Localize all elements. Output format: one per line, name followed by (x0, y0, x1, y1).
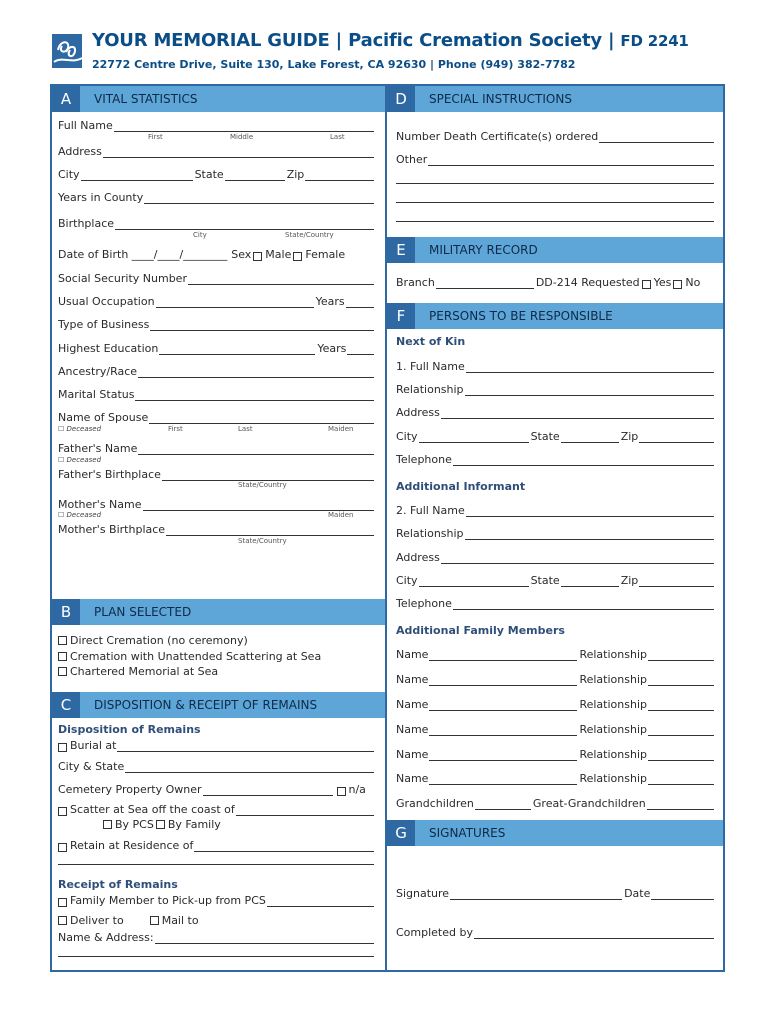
section-c-header (52, 692, 385, 718)
fill-line (194, 841, 374, 852)
fill-line (474, 928, 714, 939)
section-title: MILITARY RECORD (429, 243, 538, 257)
fill-line (441, 553, 714, 564)
label: No (685, 276, 701, 289)
label: 1. Full Name (396, 360, 465, 373)
fill-line (561, 432, 619, 443)
fill-line (225, 170, 285, 181)
disposition-heading: Disposition of Remains (58, 723, 201, 736)
section-title: SPECIAL INSTRUCTIONS (429, 92, 572, 106)
label: Cremation with Unattended Scattering at Sea (70, 650, 322, 663)
fill-line (103, 147, 374, 158)
signature-field[interactable] (396, 886, 716, 900)
label: Grandchildren (396, 797, 474, 810)
label: Mother's Birthplace (58, 523, 166, 536)
label: Marital Status (58, 388, 135, 401)
no-checkbox[interactable] (673, 280, 682, 289)
city-state-zip-field[interactable] (396, 573, 716, 587)
family-member-field[interactable] (396, 722, 716, 736)
section-d-header (387, 86, 723, 112)
family-heading: Additional Family Members (396, 624, 565, 637)
city-state-zip-field[interactable] (396, 429, 716, 443)
completed-by-field[interactable] (396, 925, 716, 939)
mother-name-field[interactable] (58, 497, 376, 511)
label: Address (396, 551, 440, 564)
fill-line (428, 155, 714, 166)
telephone-field[interactable] (396, 596, 716, 610)
male-checkbox[interactable] (253, 252, 262, 261)
mail-checkbox[interactable] (150, 916, 159, 925)
fill-line (429, 700, 577, 711)
label: Male (265, 248, 292, 261)
plan-option[interactable] (58, 650, 321, 663)
fill-line (267, 896, 374, 907)
label: Name (396, 772, 429, 785)
deceased-checkbox[interactable]: ☐ Deceased (58, 511, 102, 519)
label: Address (58, 145, 102, 158)
burial-checkbox[interactable] (58, 743, 67, 752)
label: Birthplace (58, 217, 115, 230)
label: Zip (620, 574, 639, 587)
section-letter: B (52, 599, 80, 625)
by-family-checkbox[interactable] (156, 820, 165, 829)
label: Yes (653, 276, 672, 289)
address-field[interactable] (396, 550, 716, 564)
yes-checkbox[interactable] (642, 280, 651, 289)
fill-line (156, 297, 314, 308)
section-e-header (387, 237, 723, 263)
section-letter: G (387, 820, 415, 846)
label: Name (396, 723, 429, 736)
section-letter: D (387, 86, 415, 112)
label: Branch (396, 276, 435, 289)
name-address-field[interactable] (58, 930, 376, 944)
fill-line (436, 278, 534, 289)
fill-line (466, 362, 714, 373)
family-member-field[interactable] (396, 771, 716, 785)
cemetery-owner-field[interactable] (58, 782, 376, 796)
fill-line (236, 805, 374, 816)
label: Relationship (579, 748, 647, 761)
section-g-header (387, 820, 723, 846)
telephone-field[interactable] (396, 452, 716, 466)
pickup-checkbox[interactable] (58, 898, 67, 907)
birthplace-field[interactable] (58, 216, 376, 230)
label: By PCS (115, 818, 154, 831)
label: Highest Education (58, 342, 159, 355)
fill-line[interactable] (396, 183, 714, 184)
fill-line (648, 650, 714, 661)
section-letter: F (387, 303, 415, 329)
family-member-field[interactable] (396, 647, 716, 661)
family-member-field[interactable] (396, 747, 716, 761)
label: Name (396, 648, 429, 661)
spouse-field[interactable] (58, 410, 376, 424)
label: n/a (348, 783, 366, 796)
label: Years (315, 295, 345, 308)
fill-line (453, 599, 714, 610)
fill-line (465, 385, 714, 396)
pickup-field[interactable] (58, 893, 376, 907)
label: Completed by (396, 926, 473, 939)
label: Ancestry/Race (58, 365, 138, 378)
na-checkbox[interactable] (337, 787, 346, 796)
fd-number: FD 2241 (620, 32, 689, 50)
label: City (396, 574, 418, 587)
label: Number Death Certificate(s) ordered (396, 130, 599, 143)
label: Direct Cremation (no ceremony) (70, 634, 248, 647)
retain-field[interactable] (58, 838, 376, 852)
fill-line (429, 725, 577, 736)
fill-line (305, 170, 374, 181)
label: Deliver to (70, 914, 124, 927)
label: State (530, 574, 560, 587)
fill-line (599, 132, 714, 143)
label: Name & Address: (58, 931, 154, 944)
fill-line (125, 762, 374, 773)
label: Date of Birth ____/____/________ (58, 248, 228, 261)
sub-label: State/Country (285, 231, 334, 239)
address-field[interactable] (396, 405, 716, 419)
fill-line (162, 470, 374, 481)
fill-line (639, 432, 714, 443)
plan-checkbox[interactable] (58, 636, 67, 645)
certificates-field[interactable] (396, 129, 716, 143)
fill-line (466, 506, 714, 517)
fill-line (155, 933, 374, 944)
label: Burial at (70, 739, 117, 752)
label: Father's Name (58, 442, 138, 455)
fill-line (648, 725, 714, 736)
form-header (48, 28, 728, 78)
by-pcs-checkbox[interactable] (103, 820, 112, 829)
section-letter: C (52, 692, 80, 718)
wave-logo-icon (48, 30, 86, 72)
fill-line (117, 741, 374, 752)
label: Social Security Number (58, 272, 187, 285)
education-field[interactable] (58, 341, 376, 355)
deliver-checkbox[interactable] (58, 916, 67, 925)
relationship-field[interactable] (396, 526, 716, 540)
father-birthplace-field[interactable] (58, 467, 376, 481)
label: Relationship (579, 648, 647, 661)
label: DD-214 Requested (535, 276, 640, 289)
fill-line (419, 576, 529, 587)
label: 2. Full Name (396, 504, 465, 517)
city-state-field[interactable] (58, 759, 376, 773)
business-field[interactable] (58, 317, 376, 331)
mother-birthplace-field[interactable] (58, 522, 376, 536)
label: Family Member to Pick-up from PCS (70, 894, 266, 907)
label: Name (396, 698, 429, 711)
section-f-header (387, 303, 723, 329)
fill-line (465, 529, 714, 540)
label: Retain at Residence of (70, 839, 194, 852)
fill-line (648, 750, 714, 761)
sub-label: City (193, 231, 207, 239)
label: Zip (286, 168, 305, 181)
section-title: VITAL STATISTICS (94, 92, 198, 106)
label: Relationship (579, 698, 647, 711)
receipt-heading: Receipt of Remains (58, 878, 178, 891)
full-name-field[interactable] (58, 118, 376, 132)
fill-line (450, 889, 622, 900)
informant-heading: Additional Informant (396, 480, 526, 493)
fill-line (115, 219, 374, 230)
city-state-zip-field[interactable] (58, 167, 376, 181)
fill-line (188, 274, 374, 285)
fill-line (346, 297, 374, 308)
form-title: YOUR MEMORIAL GUIDE | Pacific Cremation Society | FD 2241 (92, 30, 689, 51)
fill-line (475, 799, 531, 810)
fill-line (135, 390, 374, 401)
fill-line (114, 121, 374, 132)
fill-line[interactable] (396, 221, 714, 222)
label: Chartered Memorial at Sea (70, 665, 219, 678)
label: Name of Spouse (58, 411, 149, 424)
occupation-field[interactable] (58, 294, 376, 308)
section-title: PLAN SELECTED (94, 605, 192, 619)
fill-line (203, 785, 333, 796)
fill-line[interactable] (396, 202, 714, 203)
sub-label: Last (238, 425, 253, 433)
fill-line (651, 889, 714, 900)
label: Name (396, 673, 429, 686)
fill-line (347, 344, 374, 355)
dob-sex-field[interactable] (58, 247, 376, 261)
label: Relationship (579, 723, 647, 736)
fill-line (150, 320, 374, 331)
scatter-checkbox[interactable] (58, 807, 67, 816)
father-name-field[interactable] (58, 441, 376, 455)
plan-option[interactable] (58, 665, 218, 678)
fill-line (429, 675, 577, 686)
deceased-checkbox[interactable]: ☐ Deceased (58, 425, 102, 433)
sub-label: First (148, 133, 163, 141)
sub-label: Last (330, 133, 345, 141)
label: Relationship (579, 673, 647, 686)
label: Name (396, 748, 429, 761)
family-member-field[interactable] (396, 672, 716, 686)
sub-label: State/Country (238, 537, 287, 545)
fill-line (166, 525, 374, 536)
deceased-checkbox[interactable]: ☐ Deceased (58, 456, 102, 464)
fill-line (159, 344, 315, 355)
retain-checkbox[interactable] (58, 843, 67, 852)
label: Signature (396, 887, 450, 900)
label: Sex (231, 248, 252, 261)
fill-line[interactable] (58, 864, 374, 865)
section-a-header (52, 86, 385, 112)
label: City (58, 168, 80, 181)
fill-line (144, 193, 374, 204)
fill-line (648, 675, 714, 686)
fill-line[interactable] (58, 956, 374, 957)
label: Type of Business (58, 318, 150, 331)
label: Great-Grandchildren (532, 797, 646, 810)
fill-line (138, 367, 374, 378)
fill-line (81, 170, 193, 181)
fill-line (441, 408, 714, 419)
full-name-2-field[interactable] (396, 503, 716, 517)
label: City (396, 430, 418, 443)
fill-line (149, 413, 374, 424)
full-name-1-field[interactable] (396, 359, 716, 373)
scatter-method-options (103, 818, 221, 831)
section-title: DISPOSITION & RECEIPT OF REMAINS (94, 698, 318, 712)
ancestry-field[interactable] (58, 364, 376, 378)
fill-line (639, 576, 714, 587)
label: Mother's Name (58, 498, 142, 511)
fill-line (648, 774, 714, 785)
label: City & State (58, 760, 125, 773)
relationship-field[interactable] (396, 382, 716, 396)
next-of-kin-heading: Next of Kin (396, 335, 466, 348)
fill-line (429, 774, 577, 785)
sub-label: Maiden (328, 511, 354, 519)
sub-label: Maiden (328, 425, 354, 433)
label: Relationship (396, 383, 464, 396)
marital-field[interactable] (58, 387, 376, 401)
label: Address (396, 406, 440, 419)
label: Zip (620, 430, 639, 443)
family-member-field[interactable] (396, 697, 716, 711)
label: Female (305, 248, 346, 261)
label: Telephone (396, 453, 452, 466)
label: Scatter at Sea off the coast of (70, 803, 235, 816)
section-letter: A (52, 86, 80, 112)
contact-line: 22772 Centre Drive, Suite 130, Lake Forest, CA 92630 | Phone (949) 382-7782 (92, 58, 576, 71)
sub-label: First (168, 425, 183, 433)
label: By Family (167, 818, 221, 831)
label: Father's Birthplace (58, 468, 161, 481)
scatter-field[interactable] (58, 802, 376, 816)
fill-line (143, 500, 375, 511)
label: Relationship (396, 527, 464, 540)
label: Mail to (161, 914, 199, 927)
fill-line (648, 700, 714, 711)
label: Years in County (58, 191, 144, 204)
fill-line (561, 576, 619, 587)
label: Usual Occupation (58, 295, 155, 308)
fill-line (419, 432, 529, 443)
fill-line (453, 455, 714, 466)
branch-field[interactable] (396, 275, 716, 289)
label: Years (317, 342, 347, 355)
plan-checkbox[interactable] (58, 667, 67, 676)
label: Other (396, 153, 428, 166)
grandchildren-field[interactable] (396, 796, 716, 810)
plan-option[interactable] (58, 634, 248, 647)
sub-label: Middle (230, 133, 254, 141)
label: Date (624, 887, 651, 900)
other-field[interactable] (396, 152, 716, 166)
section-b-header (52, 599, 385, 625)
fill-line (429, 750, 577, 761)
section-title: SIGNATURES (429, 826, 506, 840)
label: Cemetery Property Owner (58, 783, 202, 796)
label: Full Name (58, 119, 113, 132)
delivery-options (58, 914, 199, 927)
ssn-field[interactable] (58, 271, 376, 285)
sub-label: State/Country (238, 481, 287, 489)
section-letter: E (387, 237, 415, 263)
fill-line (138, 444, 374, 455)
female-checkbox[interactable] (293, 252, 302, 261)
plan-checkbox[interactable] (58, 652, 67, 661)
years-in-county-field[interactable] (58, 190, 376, 204)
label: Relationship (579, 772, 647, 785)
label: Telephone (396, 597, 452, 610)
fill-line (647, 799, 714, 810)
burial-field[interactable] (58, 738, 376, 752)
address-field[interactable] (58, 144, 376, 158)
fill-line (429, 650, 577, 661)
label: State (530, 430, 560, 443)
label: State (194, 168, 224, 181)
section-title: PERSONS TO BE RESPONSIBLE (429, 309, 613, 323)
